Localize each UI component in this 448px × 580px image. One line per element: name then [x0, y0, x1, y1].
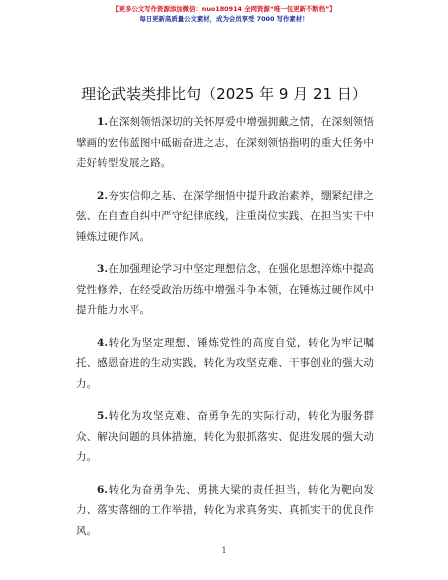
- paragraph-4: [76, 333, 374, 395]
- document-body: [76, 112, 374, 553]
- paragraph-text: 转化为坚定理想、锤炼党性的高度自觉，转化为牢记嘱托、感恩奋进的生动实践，转化为攻坚克难、干事创业的强大动力。: [76, 336, 374, 390]
- paragraph-number: 1.: [97, 116, 109, 128]
- promo-banner: [0, 4, 448, 24]
- paragraph-number: 3.: [97, 263, 109, 275]
- paragraph-text: 转化为攻坚克难、奋勇争先的实际行动，转化为服务群众、解决问题的具体措施，转化为狠抓落实、促进发展的强大动力。: [76, 410, 374, 463]
- paragraph-number: 6.: [97, 483, 109, 496]
- paragraph-number: 2.: [97, 189, 109, 202]
- paragraph-3: [76, 259, 374, 321]
- paragraph-2: [76, 186, 374, 248]
- page-number: 1: [221, 546, 227, 555]
- document-title: 理论武装类排比句（2025 年 9 月 21 日）: [81, 85, 367, 103]
- paragraph-text: 转化为奋勇争先、勇挑大梁的责任担当，转化为靶向发力、落实落细的工作举措，转化为求真务实、真抓实干的优良作风。: [76, 483, 374, 537]
- paragraph-6: [76, 480, 374, 542]
- paragraph-text: 在深刻领悟深切的关怀厚爱中增强拥戴之情，在深刻领悟擘画的宏伟蓝图中砥砺奋进之志，在深刻领悟指明的重大任务中走好转型发展之路。: [76, 116, 374, 169]
- paragraph-5: [76, 406, 374, 468]
- promo-banner-line-1: 【更多公文写作资源添加微信：nuo180914 全网资源“唯一包更新不断档”】: [112, 5, 336, 13]
- paragraph-text: 夯实信仰之基、在深学细悟中提升政治素养，绷紧纪律之弦、在自查自纠中严守纪律底线，注重岗位实践、在担当实干中锤炼过硬作风。: [76, 189, 374, 243]
- paragraph-text: 在加强理论学习中坚定理想信念，在强化思想淬炼中提高党性修养，在经受政治历练中增强斗争本领，在锤炼过硬作风中提升能力水平。: [76, 263, 374, 316]
- paragraph-1: [76, 112, 374, 174]
- paragraph-number: 5.: [97, 410, 109, 422]
- promo-banner-line-2: 每日更新高质量公文素材，成为会员享受 7000 写作素材！: [139, 15, 309, 23]
- paragraph-number: 4.: [97, 336, 109, 349]
